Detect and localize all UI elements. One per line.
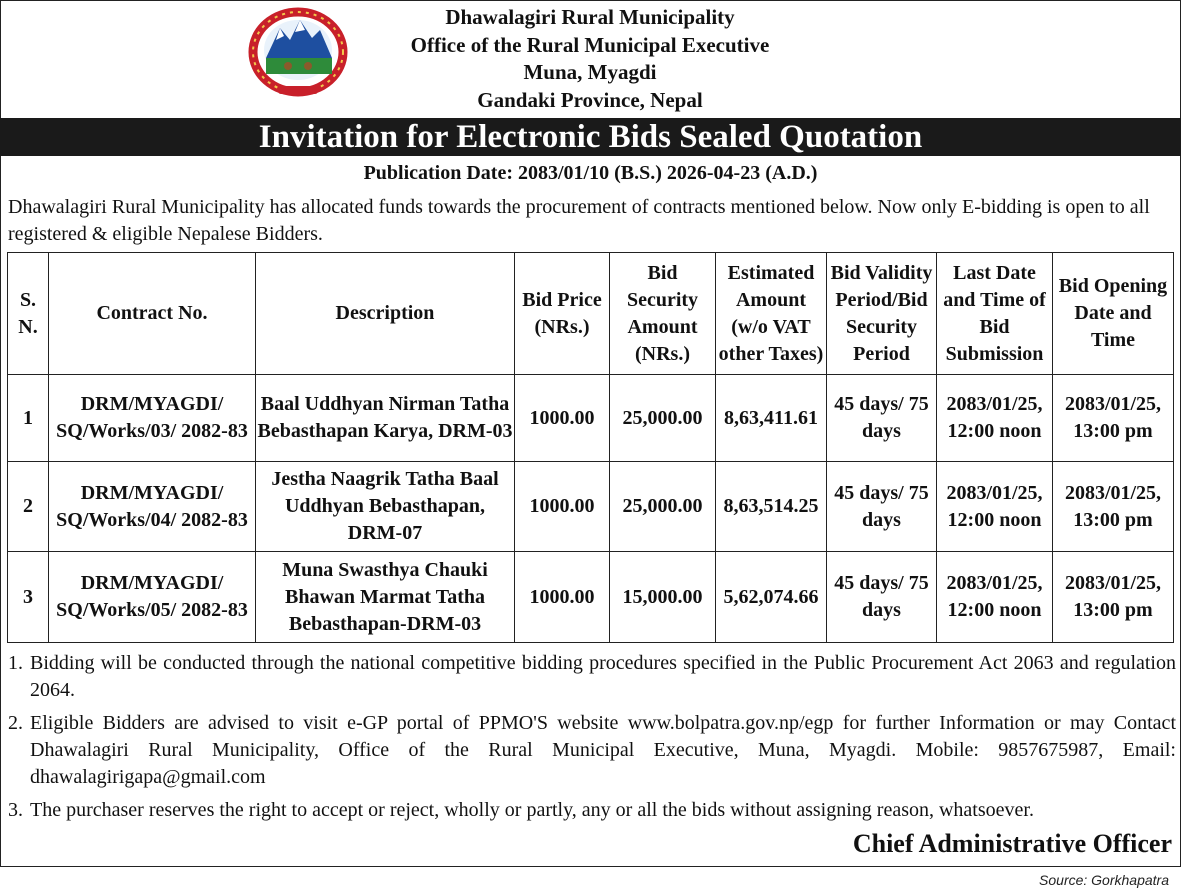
table-row	[8, 552, 1174, 643]
note-number: 2.	[8, 712, 23, 734]
col-header-estimated-amount: Estimated Amount (w/o VAT other Taxes)	[716, 253, 827, 375]
cell-bid-security: 25,000.00	[610, 375, 716, 462]
cell-sn: 1	[8, 375, 49, 462]
cell-contract-no: DRM/MYAGDI/ SQ/Works/05/ 2082-83	[49, 552, 256, 643]
cell-bid-security: 25,000.00	[610, 462, 716, 552]
col-header-description: Description	[256, 253, 515, 375]
cell-estimated-amount: 8,63,514.25	[716, 462, 827, 552]
notice-title-banner: Invitation for Electronic Bids Sealed Quotation	[0, 118, 1181, 156]
cell-validity-period: 45 days/ 75 days	[827, 462, 937, 552]
cell-opening-date: 2083/01/25, 13:00 pm	[1053, 375, 1174, 462]
cell-opening-date: 2083/01/25, 13:00 pm	[1053, 462, 1174, 552]
col-header-contract-no: Contract No.	[49, 253, 256, 375]
cell-bid-price: 1000.00	[515, 462, 610, 552]
note-text: Eligible Bidders are advised to visit e-GP portal of PPMO'S website www.bolpatra.gov.np/egp for further Information or may Contact Dhawalagiri Rural Municipality, Office of the Rural Municipal Executive, Muna, Myagdi. Mobile: 9857675987, Email: dhawalagirigapa@gmail.com	[30, 712, 1176, 788]
col-header-validity-period: Bid Validity Period/Bid Security Period	[827, 253, 937, 375]
bids-table	[7, 252, 1174, 643]
col-header-bid-price: Bid Price (NRs.)	[515, 253, 610, 375]
col-header-sn: S. N.	[8, 253, 49, 375]
header-text	[330, 4, 850, 114]
cell-bid-price: 1000.00	[515, 375, 610, 462]
table-row	[8, 462, 1174, 552]
cell-validity-period: 45 days/ 75 days	[827, 552, 937, 643]
publication-date: Publication Date: 2083/01/10 (B.S.) 2026-04-23 (A.D.)	[363, 162, 818, 184]
cell-opening-date: 2083/01/25, 13:00 pm	[1053, 552, 1174, 643]
cell-description: Baal Uddhyan Nirman Tatha Bebasthapan Karya, DRM-03	[256, 375, 515, 462]
office-location: Muna, Myagdi	[523, 60, 657, 84]
cell-description: Muna Swasthya Chauki Bhawan Marmat Tatha Bebasthapan-DRM-03	[256, 552, 515, 643]
cell-sn: 2	[8, 462, 49, 552]
cell-bid-security: 15,000.00	[610, 552, 716, 643]
list-item	[8, 797, 1176, 824]
note-number: 3.	[8, 799, 23, 821]
office-department: Office of the Rural Municipal Executive	[410, 32, 770, 57]
note-number: 1.	[8, 652, 23, 674]
notice-header	[0, 0, 1181, 118]
cell-last-date: 2083/01/25, 12:00 noon	[937, 375, 1053, 462]
signatory-title: Chief Administrative Officer	[852, 829, 1172, 858]
cell-contract-no: DRM/MYAGDI/ SQ/Works/03/ 2082-83	[49, 375, 256, 462]
col-header-last-date: Last Date and Time of Bid Submission	[937, 253, 1053, 375]
cell-estimated-amount: 8,63,411.61	[716, 375, 827, 462]
cell-description: Jestha Naagrik Tatha Baal Uddhyan Bebasthapan, DRM-07	[256, 462, 515, 552]
table-row	[8, 375, 1174, 462]
list-item	[8, 650, 1176, 704]
source-credit: Source: Gorkhapatra	[1039, 872, 1169, 888]
cell-bid-price: 1000.00	[515, 552, 610, 643]
cell-last-date: 2083/01/25, 12:00 noon	[937, 462, 1053, 552]
note-text: The purchaser reserves the right to accept or reject, wholly or partly, any or all the bids without assigning reason, whatsoever.	[30, 799, 1034, 821]
cell-last-date: 2083/01/25, 12:00 noon	[937, 552, 1053, 643]
list-item	[8, 710, 1176, 791]
table-header-row	[8, 253, 1174, 375]
note-text: Bidding will be conducted through the national competitive bidding procedures specified in the Public Procurement Act 2063 and regulation 2064.	[30, 652, 1176, 701]
cell-contract-no: DRM/MYAGDI/ SQ/Works/04/ 2082-83	[49, 462, 256, 552]
intro-paragraph: Dhawalagiri Rural Municipality has allocated funds towards the procurement of contracts mentioned below. Now only E-bidding is open to all registered & eligible Nepalese Bidders.	[8, 196, 1150, 245]
terms-list	[8, 650, 1176, 830]
office-province: Gandaki Province, Nepal	[477, 87, 703, 112]
cell-validity-period: 45 days/ 75 days	[827, 375, 937, 462]
col-header-opening-date: Bid Opening Date and Time	[1053, 253, 1174, 375]
col-header-bid-security: Bid Security Amount (NRs.)	[610, 253, 716, 375]
cell-estimated-amount: 5,62,074.66	[716, 552, 827, 643]
office-name: Dhawalagiri Rural Municipality	[445, 5, 735, 29]
cell-sn: 3	[8, 552, 49, 643]
